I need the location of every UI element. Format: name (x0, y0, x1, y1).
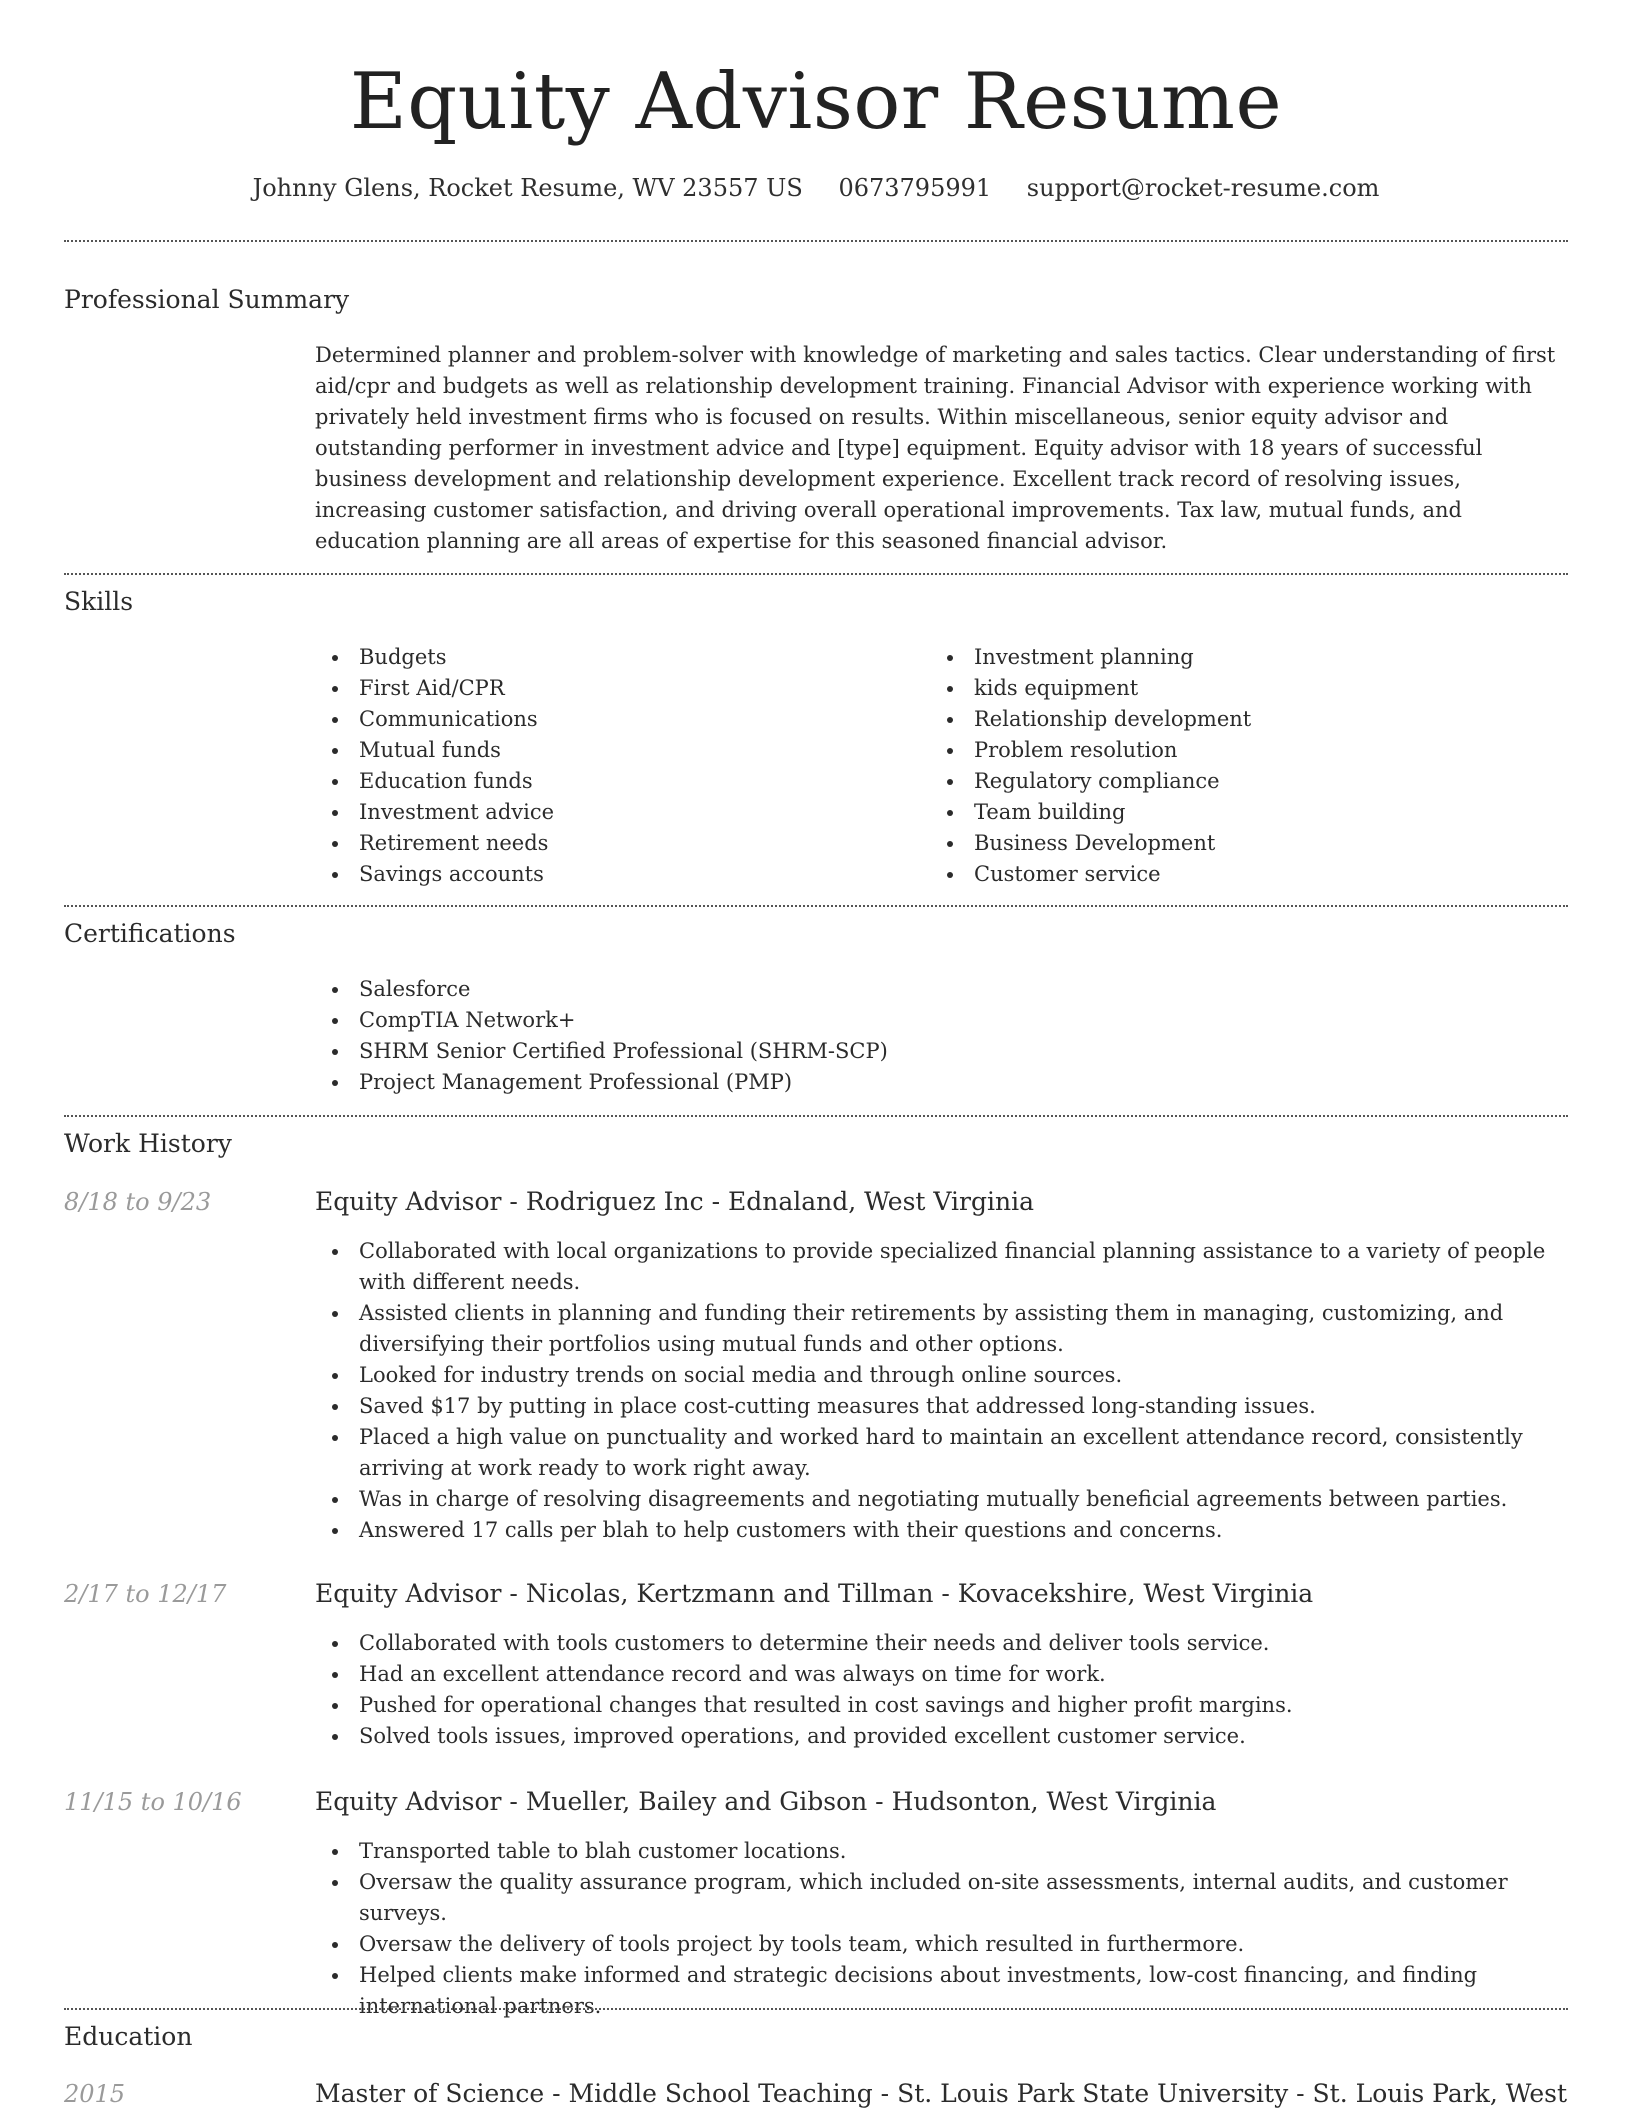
list-item: Transported table to blah customer locations. (315, 1836, 1568, 1867)
contact-phone: 0673795991 (838, 174, 992, 202)
certifications-list (315, 974, 1568, 1098)
job-bullets (315, 1836, 1568, 2022)
list-item: Had an excellent attendance record and was always on time for work. (315, 1659, 1568, 1690)
list-item: Team building (930, 797, 1530, 828)
list-item: Investment advice (315, 797, 915, 828)
section-title-work: Work History (64, 1129, 232, 1158)
education-degree: Master of Science - Middle School Teaching - St. Louis Park State University - St. Louis Park, West (315, 2079, 1568, 2108)
list-item: Solved tools issues, improved operations, and provided excellent customer service. (315, 1721, 1568, 1752)
contact-line (64, 170, 1568, 206)
divider (64, 240, 1568, 242)
list-item: Project Management Professional (PMP) (315, 1067, 1568, 1098)
list-item: Investment planning (930, 642, 1530, 673)
list-item: Saved $17 by putting in place cost-cutting measures that addressed long-standing issues. (315, 1391, 1568, 1422)
skills-list-left (315, 642, 915, 890)
contact-address: Johnny Glens, Rocket Resume, WV 23557 US (252, 174, 803, 202)
page-title: Equity Advisor Resume (349, 57, 1283, 147)
job-dates: 8/18 to 9/23 (64, 1188, 212, 1216)
summary-text: Determined planner and problem-solver with knowledge of marketing and sales tactics. Clear understanding of first aid/cpr and budgets as well as relationship development training. Financial Advisor with experience working with privately held investment firms who is focused on results. Within miscellaneous, senior equity advisor and outstanding performer in investment advice and [type] equipment. Equity advisor with 18 years of successful business development and relationship development experience. Excellent track record of resolving issues, increasing customer satisfaction, and driving overall operational improvements. Tax law, mutual funds, and education planning are all areas of expertise for this seasoned financial advisor. (315, 343, 1556, 553)
section-title-summary: Professional Summary (64, 285, 350, 314)
list-item: Problem resolution (930, 735, 1530, 766)
job-bullets (315, 1236, 1568, 1546)
section-title-education: Education (64, 2022, 193, 2051)
job-title: Equity Advisor - Nicolas, Kertzmann and Tillman - Kovacekshire, West Virginia (315, 1579, 1314, 1608)
list-item: kids equipment (930, 673, 1530, 704)
list-item: Education funds (315, 766, 915, 797)
list-item: Relationship development (930, 704, 1530, 735)
list-item: SHRM Senior Certified Professional (SHRM-SCP) (315, 1036, 1568, 1067)
list-item: Oversaw the delivery of tools project by tools team, which resulted in furthermore. (315, 1929, 1568, 1960)
job-dates: 2/17 to 12/17 (64, 1580, 227, 1608)
divider (64, 905, 1568, 907)
list-item: CompTIA Network+ (315, 1005, 1568, 1036)
list-item: Answered 17 calls per blah to help customers with their questions and concerns. (315, 1515, 1568, 1546)
section-title-skills: Skills (64, 587, 134, 616)
list-item: Customer service (930, 859, 1530, 890)
list-item: Pushed for operational changes that resulted in cost savings and higher profit margins. (315, 1690, 1568, 1721)
section-title-certifications: Certifications (64, 919, 236, 948)
job-bullets (315, 1628, 1568, 1752)
education-date: 2015 (64, 2080, 126, 2108)
list-item: Was in charge of resolving disagreements and negotiating mutually beneficial agreements between parties. (315, 1484, 1568, 1515)
divider (64, 2008, 1568, 2010)
list-item: Regulatory compliance (930, 766, 1530, 797)
list-item: Business Development (930, 828, 1530, 859)
job-title: Equity Advisor - Mueller, Bailey and Gibson - Hudsonton, West Virginia (315, 1787, 1217, 1816)
divider (64, 1115, 1568, 1117)
list-item: Collaborated with local organizations to provide specialized financial planning assistance to a variety of people with different needs. (315, 1236, 1568, 1298)
list-item: Oversaw the quality assurance program, which included on-site assessments, internal audits, and customer surveys. (315, 1867, 1568, 1929)
list-item: Communications (315, 704, 915, 735)
contact-email: support@rocket-resume.com (1026, 174, 1380, 202)
list-item: Looked for industry trends on social media and through online sources. (315, 1360, 1568, 1391)
list-item: Budgets (315, 642, 915, 673)
list-item: Retirement needs (315, 828, 915, 859)
list-item: Assisted clients in planning and funding their retirements by assisting them in managing, customizing, and diversifying their portfolios using mutual funds and other options. (315, 1298, 1568, 1360)
divider (64, 573, 1568, 575)
list-item: Mutual funds (315, 735, 915, 766)
job-title: Equity Advisor - Rodriguez Inc - Ednaland, West Virginia (315, 1187, 1034, 1216)
job-dates: 11/15 to 10/16 (64, 1788, 242, 1816)
list-item: Helped clients make informed and strategic decisions about investments, low-cost financing, and finding international partners. (315, 1960, 1568, 2022)
list-item: Savings accounts (315, 859, 915, 890)
list-item: Collaborated with tools customers to determine their needs and deliver tools service. (315, 1628, 1568, 1659)
list-item: Placed a high value on punctuality and worked hard to maintain an excellent attendance record, consistently arriving at work ready to work right away. (315, 1422, 1568, 1484)
list-item: First Aid/CPR (315, 673, 915, 704)
list-item: Salesforce (315, 974, 1568, 1005)
skills-list-right (930, 642, 1530, 890)
